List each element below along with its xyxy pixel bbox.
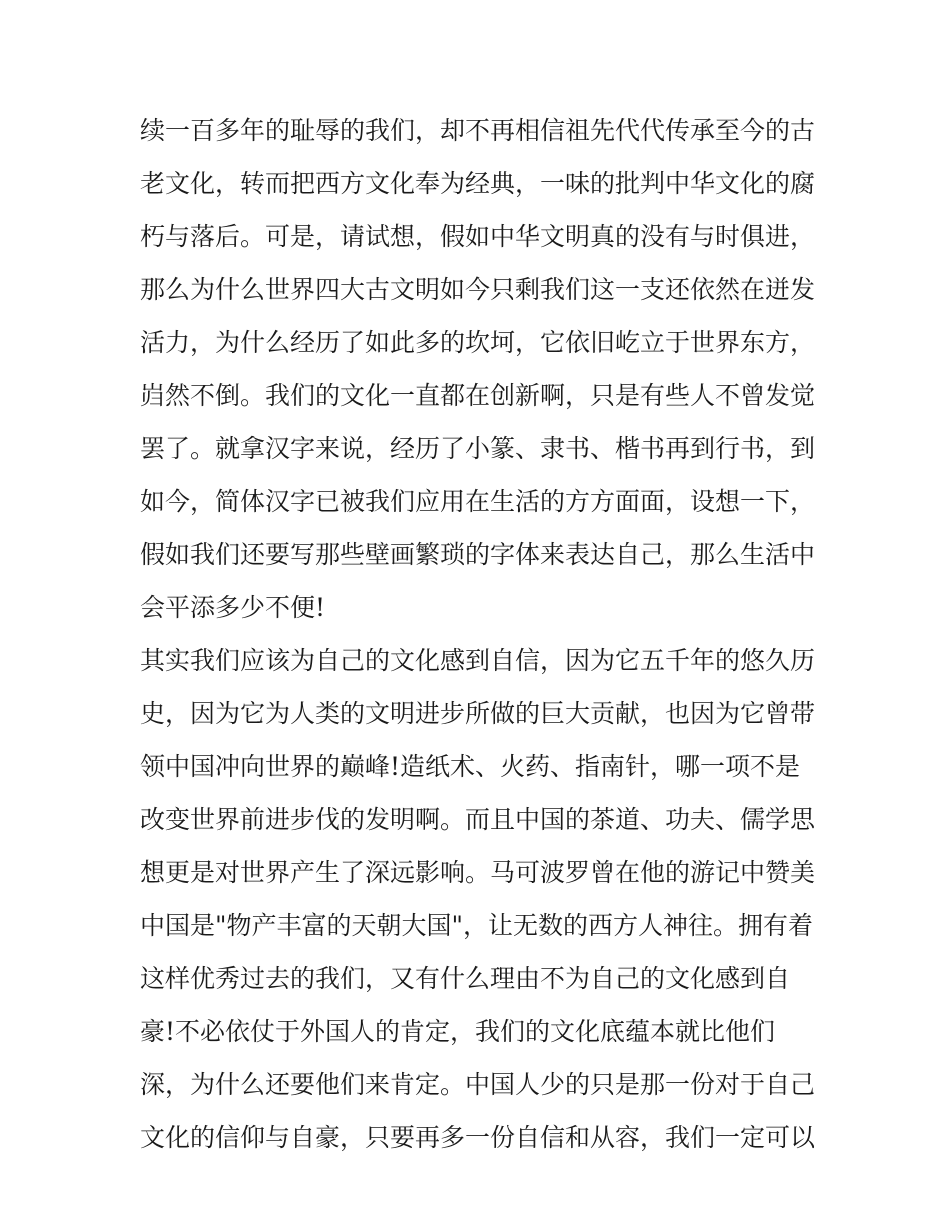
body-text [140, 104, 830, 1164]
text-line: 这样优秀过去的我们，又有什么理由不为自己的文化感到自 [140, 964, 791, 993]
text-line: 岿然不倒。我们的文化一直都在创新啊，只是有些人不曾发觉 [140, 381, 816, 410]
text-line: 会平添多少不便! [140, 593, 326, 622]
text-line: 那么为什么世界四大古文明如今只剩我们这一支还依然在迸发 [140, 275, 816, 304]
text-line: 史，因为它为人类的文明进步所做的巨大贡献，也因为它曾带 [140, 699, 816, 728]
text-line: 想更是对世界产生了深远影响。马可波罗曾在他的游记中赞美 [140, 858, 816, 887]
text-line: 如今，简体汉字已被我们应用在生活的方方面面，设想一下， [140, 487, 816, 516]
text-line: 改变世界前进步伐的发明啊。而且中国的茶道、功夫、儒学思 [140, 805, 816, 834]
text-line: 续一百多年的耻辱的我们，却不再相信祖先代代传承至今的古 [140, 116, 816, 145]
text-line: 豪!不必依仗于外国人的肯定，我们的文化底蕴本就比他们 [140, 1017, 776, 1046]
text-line: 活力，为什么经历了如此多的坎坷，它依旧屹立于世界东方， [140, 328, 816, 357]
text-line: 中国是"物产丰富的天朝大国"，让无数的西方人神往。拥有着 [140, 911, 814, 940]
text-line: 领中国冲向世界的巅峰!造纸术、火药、指南针，哪一项不是 [140, 752, 801, 781]
text-line: 朽与落后。可是，请试想，假如中华文明真的没有与时俱进， [140, 222, 816, 251]
text-line: 罢了。就拿汉字来说，经历了小篆、隶书、楷书再到行书，到 [140, 434, 816, 463]
text-line: 假如我们还要写那些壁画繁琐的字体来表达自己，那么生活中 [140, 540, 816, 569]
text-line: 文化的信仰与自豪，只要再多一份自信和从容，我们一定可以 [140, 1123, 816, 1152]
text-line: 其实我们应该为自己的文化感到自信，因为它五千年的悠久历 [140, 646, 816, 675]
text-line: 老文化，转而把西方文化奉为经典，一味的批判中华文化的腐 [140, 169, 816, 198]
text-line: 深，为什么还要他们来肯定。中国人少的只是那一份对于自己 [140, 1070, 816, 1099]
